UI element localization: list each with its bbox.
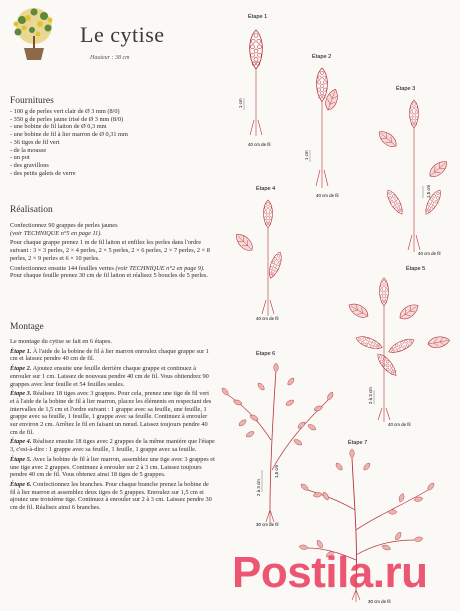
etape-7-wire: 30 cm de fil [368, 599, 391, 604]
step-text: À l'aide de la bobine de fil à lier marron enroulez chaque grappe sur 1 cm et laissez pendre 40 cm de fil. [10, 347, 209, 363]
page-title: Le cytise [80, 22, 165, 47]
step-paragraph [10, 481, 215, 512]
diagram-etape-5 [346, 265, 450, 427]
etape-1-length: 1 cm [238, 98, 243, 108]
etape-6-label: Étape 6 [256, 351, 276, 357]
etape-3-wire: 40 cm de fil [418, 251, 441, 256]
realisation-p2: Pour chaque grappe prenez 1 m de fil laiton et enfilez les perles dans l'ordre suivant : 3 × 3 perles, 2 × 4 perles, 2 × 5 perles, 2 × 6 perles, 2 × 7 perles, 2 × 8 perles, 2 × 9 perles et 6 × 10 perles. [10, 239, 210, 262]
list-item: - des petits galets de verre [10, 169, 76, 177]
step-text: Avec la bobine de fil à lier marron, assemblez une tige avec 3 grappes et une tige avec 2 grappes. Continuez à enrouler sur 2 à 3 cm. Laissez toujours pendre 40 cm de fil. Vous obtenez ainsi 18 tiges de 5 grappes. [10, 455, 215, 479]
assembly-diagrams [218, 0, 460, 611]
fournitures-section [10, 96, 54, 106]
etape-3-length: 1,5 cm [426, 184, 431, 198]
diagram-etape-6 [220, 350, 334, 527]
realisation-paragraph [10, 265, 212, 280]
list-item: - des gravillons [10, 161, 49, 169]
diagram-etape-2 [304, 53, 340, 198]
realisation-p3: Confectionnez ensuite 144 feuilles vertes [10, 264, 114, 272]
etape-2-length: 1 cm [304, 150, 309, 160]
list-item: - une bobine de fil laiton de Ø 0,3 mm [10, 123, 107, 131]
etape-6-length-2: 1,5 cm [274, 464, 279, 478]
step-text: Confectionnez les branches. Pour chaque branche prenez la bobine de fil à lier marron et assemblez deux tiges de 5 grappes. Enroulez sur 1,5 cm et ajoutez une troisième tige. Continuez à enrouler sur 2 à 3 cm. Laissez pendre 30 cm de fil. Réalisez ainsi 6 branches. [10, 480, 212, 512]
diagram-etape-3 [376, 85, 450, 256]
step-label: Étape 3. [10, 390, 32, 398]
etape-7-label: Étape 7 [348, 440, 368, 446]
etape-4-wire: 40 cm de fil [256, 316, 279, 321]
etape-6-wire: 30 cm de fil [256, 522, 279, 527]
realisation-p3-rest: Pour chaque feuille prenez 30 cm de fil laiton et réalisez 5 boucles de 5 perles. [10, 272, 208, 280]
step-label: Étape 2. [10, 365, 32, 373]
etape-5-wire: 40 cm de fil [388, 422, 411, 427]
montage-intro: Le montage du cytise se fait en 6 étapes. [10, 338, 112, 345]
step-text: Ajoutez ensuite une feuille derrière chaque grappe et continuez à enrouler sur 1 cm. Laissez de nouveau pendre 40 cm de fil. Vous obtiendrez 90 grappes avec leur feuille et 54 feuilles seules. [10, 365, 209, 388]
montage-heading: Montage [10, 322, 44, 332]
etape-1-wire: 40 cm de fil [248, 142, 271, 147]
technique-ref: (voir TECHNIQUE n°5 en page 11). [10, 229, 102, 237]
etape-6-length-1: 2 à 3 cm [256, 479, 261, 496]
etape-4-label: Étape 4 [256, 186, 276, 192]
step-paragraph [10, 390, 215, 436]
list-item: - de la mousse [10, 146, 47, 154]
list-item: - un pot [10, 154, 30, 162]
step-paragraph [10, 365, 215, 388]
step-label: Étape 6. [10, 480, 32, 488]
fournitures-heading: Fournitures [10, 96, 54, 106]
fournitures-list [10, 108, 200, 177]
step-text: Réalisez ensuite 18 tiges avec 2 grappes de la même manière que l'étape 3, c'est-à-dire : 1 grappe avec sa feuille, 1 feuille, 1 grappe avec sa feuille. [10, 438, 215, 454]
realisation-p1: Confectionnez 90 grappes de perles jaunes [10, 222, 118, 229]
step-label: Étape 1. [10, 347, 32, 355]
etape-2-label: Étape 2 [312, 54, 332, 60]
step-label: Étape 5. [10, 455, 32, 463]
list-item: - 350 g de perles jaune irisé de Ø 3 mm (8/0) [10, 115, 124, 123]
etape-3-label: Étape 3 [396, 86, 416, 92]
list-item: - une bobine de fil à lier marron de Ø 0,31 mm [10, 131, 128, 139]
realisation-text [10, 222, 212, 282]
diagram-etape-4 [233, 185, 284, 321]
step-text: Réalisez 18 tiges avec 3 grappes. Pour cela, prenez une tige de fil vert et à l'aide de la bobine de fil à lier marron, placez les éléments en respectant des intervalles de 1,5 cm et l'ordre suivant : 1 grappe avec sa feuille, une feuille, 1 grappe avec sa feuille, 1 feuille, 1 grappe avec sa feuille. Continuez à enrouler sur environ 2 cm. Arrêtez le fil en faisant un nœud. Laissez toujours pendre 40 cm de fil. [10, 390, 212, 436]
montage-text [10, 338, 215, 514]
realisation-heading: Réalisation [10, 205, 53, 215]
step-paragraph [10, 456, 215, 479]
etape-5-label: Étape 5 [406, 266, 426, 272]
etape-1-label: Étape 1 [248, 14, 268, 20]
etape-2-wire: 40 cm de fil [316, 193, 339, 198]
realisation-paragraph [10, 222, 212, 237]
step-paragraph [10, 438, 215, 453]
step-paragraph [10, 348, 215, 363]
watermark: Postila.ru [232, 548, 428, 597]
technique-ref: (voir TECHNIQUE n°2 en page 9). [115, 264, 205, 272]
step-label: Étape 4. [10, 438, 32, 446]
cytise-tree-illustration [4, 4, 64, 62]
etape-5-length: 2 à 3 cm [368, 387, 373, 404]
diagram-etape-1 [238, 13, 270, 147]
list-item: - 100 g de perles vert clair de Ø 3 mm (8/0) [10, 108, 120, 115]
list-item: - 36 tiges de fil vert [10, 138, 60, 146]
height-label: Hauteur : 38 cm [90, 55, 130, 61]
